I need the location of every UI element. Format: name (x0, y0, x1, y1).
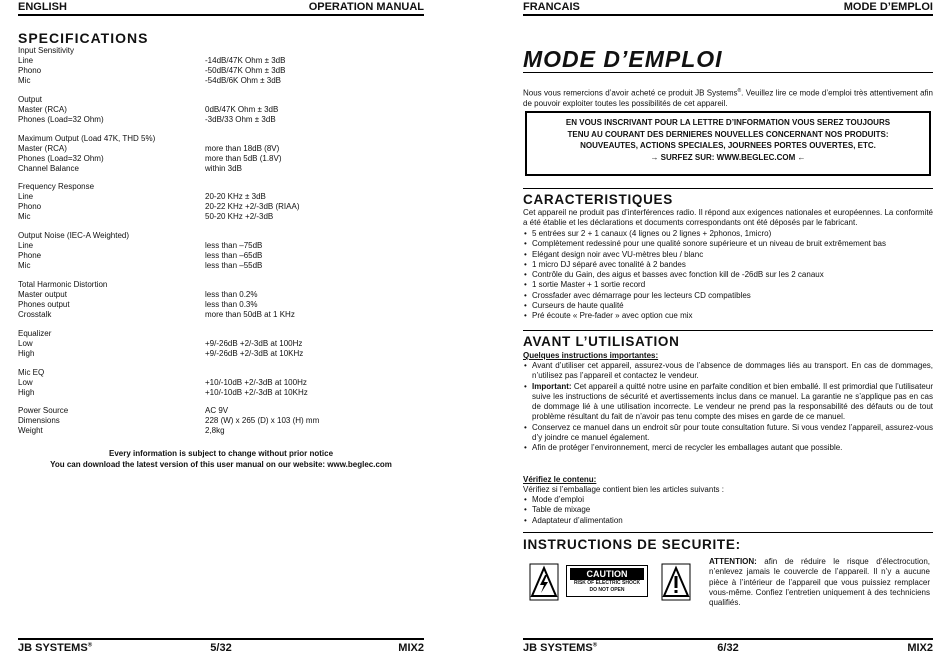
spec-label: Power Source (18, 406, 69, 416)
instructions-list (523, 361, 933, 454)
page-header (523, 0, 933, 16)
spec-row (18, 290, 424, 300)
page-right (523, 0, 933, 654)
verifiez-subheading: Vérifiez le contenu: (523, 475, 597, 484)
section-divider (523, 330, 933, 331)
spec-row (18, 144, 424, 154)
spec-group-title: Output (18, 94, 43, 104)
caution-line: DO NOT OPEN (589, 587, 625, 593)
spec-row (18, 426, 424, 436)
spec-row (18, 115, 424, 125)
caution-line: RISK OF ELECTRIC SHOCK (573, 580, 641, 586)
spec-value: -54dB/6K Ohm ± 3dB (205, 76, 281, 85)
spec-value: +10/-10dB +2/-3dB at 10KHz (205, 387, 308, 397)
newsletter-website-link[interactable]: → SURFEZ SUR: WWW.BEGLEC.COM ← (650, 152, 806, 162)
specifications-heading: SPECIFICATIONS (18, 30, 149, 46)
title-divider (523, 72, 933, 73)
spec-value: AC 9V (205, 406, 229, 416)
lightning-warning-icon (529, 563, 559, 601)
change-notice: Every information is subject to change without prior notice (108, 449, 334, 458)
spec-row (18, 76, 424, 86)
page-left (18, 0, 424, 654)
spec-group-title: Input Sensitivity (18, 46, 75, 55)
list-item: • Mode d’emploi (523, 495, 933, 505)
spec-value: more than 50dB at 1 KHz (205, 309, 295, 319)
spec-row (18, 202, 424, 212)
securite-heading: INSTRUCTIONS DE SECURITE: (523, 537, 741, 552)
intro-paragraph: Nous vous remercions d’avoir acheté ce produit JB Systems®. Veuillez lire ce mode d’emploi très attentivement afin de pouvoir exploiter toutes les possibilités de cet appareil. (523, 88, 933, 108)
footer-model: MIX2 (907, 642, 933, 654)
footer-page-number: 5/32 (210, 642, 232, 654)
spec-row (18, 251, 424, 261)
page-header (18, 0, 424, 16)
spec-value: -14dB/47K Ohm ± 3dB (205, 56, 286, 65)
header-title: MODE D’EMPLOI (843, 1, 933, 13)
list-item: • Curseurs de haute qualité (523, 301, 933, 311)
spec-value: 50-20 KHz +2/-3dB (205, 212, 274, 222)
spec-label: Master (RCA) (18, 143, 67, 153)
list-item: • Table de mixage (523, 505, 933, 515)
spec-label: Master output (18, 289, 67, 299)
footer-model: MIX2 (398, 642, 424, 654)
spec-label: Phono (18, 66, 42, 75)
spec-label: Mic (18, 76, 31, 85)
newsletter-line: TENU AU COURANT DES DERNIERES NOUVELLES CONCERNANT NOS PRODUITS: (567, 129, 889, 139)
header-language: FRANCAIS (523, 1, 580, 13)
list-item: • Afin de protéger l’environnement, merci de recycler les emballages autant que possible. (523, 443, 933, 453)
spec-label: Low (18, 377, 33, 387)
spec-label: Crosstalk (18, 309, 52, 319)
spec-label: Phono (18, 202, 42, 212)
caution-label (566, 565, 648, 597)
spec-value: 228 (W) x 265 (D) x 103 (H) mm (205, 416, 320, 426)
newsletter-box (525, 111, 931, 176)
spec-group-title: Frequency Response (18, 182, 95, 192)
spec-row (18, 164, 424, 174)
section-divider (523, 188, 933, 189)
spec-group-title: Total Harmonic Distortion (18, 279, 108, 289)
spec-row (18, 212, 424, 222)
list-item: • Crossfader avec démarrage pour les lecteurs CD compatibles (523, 291, 933, 301)
exclamation-warning-icon (661, 563, 691, 601)
list-item: • 1 micro DJ séparé avec tonalité à 2 bandes (523, 260, 933, 270)
list-item: • Complètement redessiné pour une qualité sonore supérieure et un niveau de bruit extrêmement bas (523, 239, 933, 249)
spec-value: less than 0.3% (205, 299, 258, 309)
spec-value: -50dB/47K Ohm ± 3dB (205, 66, 286, 75)
list-item: • Important: Cet appareil a quitté notre usine en parfaite condition et bien emballé. Il est primordial que l’utilisateur suive les instructions de sécurité et avertissements inclus dans ce manuel. La garantie ne s’applique pas en cas de dommage lié à une utilisation incorrecte. Le vendeur ne prend pas la responsabilité des défauts ou de tout problème résultant du fait de n’avoir pas tenu compte des mises en garde de ce manuel. (523, 382, 933, 423)
spec-row (18, 192, 424, 202)
spec-label: Mic (18, 212, 31, 222)
download-notice: You can download the latest version of this user manual on our website: www.beglec.com (50, 460, 392, 469)
spec-label: Weight (18, 426, 43, 436)
spec-value: within 3dB (205, 163, 242, 173)
spec-label: High (18, 348, 35, 358)
list-item: • Pré écoute « Pre-fader » avec option cue mix (523, 311, 933, 321)
spec-label: Line (18, 192, 34, 202)
specification-notes (18, 448, 424, 470)
spec-value: 0dB/47K Ohm ± 3dB (205, 104, 279, 114)
contents-list (523, 495, 933, 526)
list-item: • Conservez ce manuel dans un endroit sûr pour toute consultation future. Si vous vendez l’appareil, assurez-vous d’y joindre ce manuel également. (523, 423, 933, 444)
spec-label: Line (18, 241, 34, 251)
spec-row (18, 349, 424, 359)
spec-label: Phones (Load=32 Ohm) (18, 153, 104, 163)
spec-row (18, 154, 424, 164)
spec-value: +9/-26dB +2/-3dB at 100Hz (205, 338, 303, 348)
spec-group-title: Equalizer (18, 328, 52, 338)
header-language: ENGLISH (18, 1, 67, 13)
spec-label: Dimensions (18, 416, 60, 426)
spec-value: less than –65dB (205, 251, 263, 261)
attention-paragraph: ATTENTION: afin de réduire le risque d’électrocution, n’enlevez jamais le couvercle de l’appareil. Il n’y a aucune pièce à l’intérieur de l’appareil que vous puissiez remplacer vous-même. Confiez l’entretien uniquement à des techniciens qualifiés. (709, 557, 930, 608)
spec-label: Phones (Load=32 Ohm) (18, 114, 104, 124)
newsletter-line: EN VOUS INSCRIVANT POUR LA LETTRE D’INFORMATION VOUS SEREZ TOUJOURS (565, 118, 891, 127)
spec-group-title: Output Noise (IEC-A Weighted) (18, 231, 130, 241)
spec-row (18, 105, 424, 115)
spec-value: +10/-10dB +2/-3dB at 100Hz (205, 377, 307, 387)
footer-brand: JB SYSTEMS® (523, 642, 598, 654)
footer-page-number: 6/32 (717, 642, 739, 654)
list-item: • 1 sortie Master + 1 sortie record (523, 280, 933, 290)
specifications-list (18, 46, 424, 436)
spec-label: Line (18, 56, 34, 65)
spec-row (18, 388, 424, 398)
verifiez-paragraph: Vérifiez si l’emballage contient bien les articles suivants : (523, 485, 724, 494)
spec-value: more than 18dB (8V) (205, 143, 280, 153)
spec-row (18, 261, 424, 271)
spec-row (18, 339, 424, 349)
spec-value: 20-22 KHz +2/-3dB (RIAA) (205, 202, 300, 212)
page-footer (18, 638, 424, 654)
spec-value: 20-20 KHz ± 3dB (205, 192, 266, 202)
spec-row (18, 300, 424, 310)
spec-row (18, 66, 424, 76)
caracteristiques-heading: CARACTERISTIQUES (523, 192, 673, 207)
spec-value: -3dB/33 Ohm ± 3dB (205, 114, 276, 124)
spec-value: +9/-26dB +2/-3dB at 10KHz (205, 348, 304, 358)
spec-row (18, 56, 424, 66)
spec-label: Channel Balance (18, 163, 79, 173)
document-title: MODE D’EMPLOI (523, 46, 723, 72)
spec-group-title: Maximum Output (Load 47K, THD 5%) (18, 133, 156, 143)
spec-row (18, 310, 424, 320)
page-footer (523, 638, 933, 654)
spec-row (18, 378, 424, 388)
spec-group-title: Mic EQ (18, 367, 45, 377)
spec-row (18, 406, 424, 416)
caracteristiques-paragraph: Cet appareil ne produit pas d’interférences radio. Il répond aux exigences nationales et européennes. La conformité a été établie et les déclarations et documents correspondants ont été déposés par le fabricant. (523, 208, 933, 228)
spec-label: Mic (18, 261, 31, 271)
spec-value: 2,8kg (205, 426, 225, 436)
spec-row (18, 241, 424, 251)
spec-row (18, 416, 424, 426)
newsletter-line: NOUVEAUTES, ACTIONS SPECIALES, JOURNEES PORTES OUVERTES, ETC. (580, 141, 876, 150)
caution-title: CAUTION (570, 568, 644, 580)
list-item: • Avant d’utiliser cet appareil, assurez-vous de l’absence de dommages liés au transport. En cas de dommages, n’utilisez pas l’appareil et contactez le vendeur. (523, 361, 933, 382)
list-item: • Contrôle du Gain, des aigus et basses avec fonction kill de -26dB sur les 2 canaux (523, 270, 933, 280)
spec-value: less than –55dB (205, 261, 263, 271)
footer-brand: JB SYSTEMS® (18, 642, 93, 654)
header-title: OPERATION MANUAL (308, 1, 424, 13)
spec-label: Low (18, 338, 33, 348)
caracteristiques-list (523, 229, 933, 322)
spec-value: more than 5dB (1.8V) (205, 153, 282, 163)
section-divider (523, 532, 933, 533)
list-item: • Adaptateur d’alimentation (523, 516, 933, 526)
list-item: • Elégant design noir avec VU-mètres bleu / blanc (523, 250, 933, 260)
list-item: • 5 entrées sur 2 + 1 canaux (4 lignes ou 2 lignes + 2phonos, 1micro) (523, 229, 933, 239)
spec-label: Master (RCA) (18, 104, 67, 114)
spec-label: High (18, 387, 35, 397)
spec-label: Phones output (18, 299, 70, 309)
spec-value: less than 0.2% (205, 289, 258, 299)
spec-label: Phone (18, 251, 42, 261)
spec-value: less than –75dB (205, 241, 263, 251)
avant-utilisation-heading: AVANT L’UTILISATION (523, 334, 680, 349)
instructions-subheading: Quelques instructions importantes: (523, 351, 659, 360)
